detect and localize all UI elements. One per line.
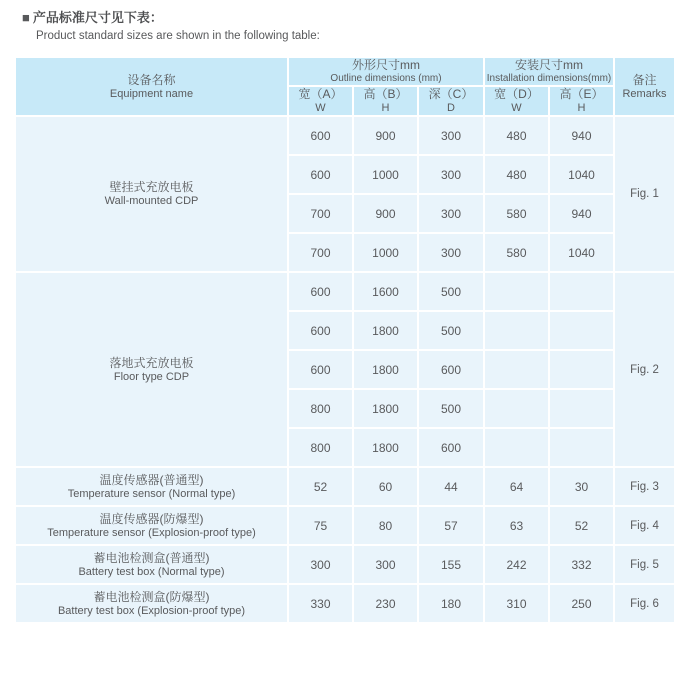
dimension-value-cell: 600	[288, 311, 353, 350]
dimension-value-cell: 1800	[353, 350, 418, 389]
dimension-value-cell: 310	[484, 584, 549, 623]
equipment-name-cell	[15, 272, 288, 467]
header-remarks-en: Remarks	[622, 87, 667, 100]
header-installation-en: Installation dimensions(mm)	[486, 73, 612, 84]
dimension-value-cell: 500	[418, 389, 484, 428]
table-body	[15, 116, 675, 623]
header-row-groups	[15, 57, 675, 86]
equipment-name-en: Wall-mounted CDP	[104, 195, 199, 207]
table-row	[15, 545, 675, 584]
dimension-value-cell: 500	[418, 311, 484, 350]
dimension-value-cell: 330	[288, 584, 353, 623]
header-installation-dimensions	[484, 57, 614, 86]
dimension-value-cell: 155	[418, 545, 484, 584]
dimension-value-cell	[549, 389, 614, 428]
header-depth-c	[418, 86, 484, 116]
dimension-value-cell: 300	[353, 545, 418, 584]
table-row	[15, 467, 675, 506]
dimension-value-cell: 900	[353, 194, 418, 233]
header-width-d-en: W	[511, 102, 522, 114]
dimension-value-cell: 242	[484, 545, 549, 584]
equipment-name-zh: 壁挂式充放电板	[109, 180, 194, 194]
equipment-name-zh: 蓄电池检测盒(普通型)	[93, 550, 210, 565]
dimension-value-cell	[484, 350, 549, 389]
equipment-name-zh: 落地式充放电板	[109, 355, 194, 370]
header-width-a-zh: 宽（A）	[298, 87, 343, 101]
dimension-value-cell: 800	[288, 428, 353, 467]
dimension-value-cell: 1040	[549, 155, 614, 194]
dimension-value-cell: 52	[288, 467, 353, 506]
dimension-value-cell: 60	[353, 467, 418, 506]
header-installation-zh: 安装尺寸mm	[515, 58, 583, 72]
section-title-zh: 产品标准尺寸见下表：	[32, 10, 163, 25]
header-width-a	[288, 86, 353, 116]
header-width-d	[484, 86, 549, 116]
header-height-e-zh: 高（E）	[559, 87, 604, 101]
dimension-value-cell: 64	[484, 467, 549, 506]
equipment-name-cell	[15, 584, 288, 623]
dimension-value-cell: 75	[288, 506, 353, 545]
dimension-value-cell: 940	[549, 116, 614, 155]
dimension-value-cell	[549, 428, 614, 467]
equipment-name-en: Temperature sensor (Normal type)	[67, 487, 236, 500]
equipment-name-cell	[15, 545, 288, 584]
dimension-value-cell: 580	[484, 194, 549, 233]
dimension-value-cell: 480	[484, 116, 549, 155]
dimension-value-cell: 900	[353, 116, 418, 155]
section-title-block	[22, 10, 688, 43]
dimension-value-cell: 480	[484, 155, 549, 194]
equipment-name-en: Temperature sensor (Explosion-proof type)	[47, 526, 256, 539]
dimension-value-cell: 1000	[353, 155, 418, 194]
header-height-b	[353, 86, 418, 116]
remark-cell: Fig. 6	[614, 584, 675, 623]
dimension-value-cell: 52	[549, 506, 614, 545]
dimension-value-cell	[549, 311, 614, 350]
dimension-value-cell: 1800	[353, 389, 418, 428]
dimension-value-cell: 230	[353, 584, 418, 623]
table-row	[15, 116, 675, 155]
section-title	[22, 10, 688, 26]
dimension-value-cell: 63	[484, 506, 549, 545]
remark-cell: Fig. 4	[614, 506, 675, 545]
table-row	[15, 506, 675, 545]
dimension-value-cell: 800	[288, 389, 353, 428]
dimension-value-cell: 600	[288, 155, 353, 194]
header-outline-dimensions	[288, 57, 484, 86]
section-title-en: Product standard sizes are shown in the following table:	[36, 30, 320, 42]
table-row	[15, 272, 675, 311]
dimension-value-cell: 1000	[353, 233, 418, 272]
header-remarks-zh: 备注	[632, 72, 657, 87]
dimension-value-cell: 300	[418, 116, 484, 155]
equipment-name-en: Battery test box (Explosion-proof type)	[57, 604, 246, 617]
dimension-value-cell: 700	[288, 233, 353, 272]
dimension-value-cell: 600	[288, 116, 353, 155]
equipment-name-en: Battery test box (Normal type)	[78, 565, 225, 578]
table-header	[15, 57, 675, 116]
dimension-value-cell: 700	[288, 194, 353, 233]
dimension-value-cell	[549, 350, 614, 389]
header-outline-zh: 外形尺寸mm	[352, 58, 420, 72]
product-size-table	[14, 56, 676, 624]
dimension-value-cell	[484, 311, 549, 350]
equipment-name-zh: 温度传感器(普通型)	[99, 472, 204, 487]
equipment-name-cell	[15, 506, 288, 545]
dimension-value-cell: 250	[549, 584, 614, 623]
header-depth-c-zh: 深（C）	[428, 87, 474, 101]
remark-cell: Fig. 5	[614, 545, 675, 584]
dimension-value-cell: 940	[549, 194, 614, 233]
header-equipment-zh: 设备名称	[127, 72, 176, 87]
table-row	[15, 584, 675, 623]
dimension-value-cell: 80	[353, 506, 418, 545]
dimension-value-cell: 300	[418, 155, 484, 194]
dimension-value-cell	[484, 272, 549, 311]
equipment-name-cell	[15, 116, 288, 272]
remark-cell: Fig. 3	[614, 467, 675, 506]
dimension-value-cell: 1800	[353, 311, 418, 350]
dimension-value-cell: 1800	[353, 428, 418, 467]
header-outline-en: Outline dimensions (mm)	[330, 73, 442, 84]
header-remarks	[614, 57, 675, 116]
dimension-value-cell: 1040	[549, 233, 614, 272]
dimension-value-cell: 600	[288, 272, 353, 311]
header-equipment-name	[15, 57, 288, 116]
dimension-value-cell: 600	[288, 350, 353, 389]
dimension-value-cell: 1600	[353, 272, 418, 311]
equipment-name-en: Floor type CDP	[113, 370, 190, 383]
dimension-value-cell: 300	[418, 233, 484, 272]
dimension-value-cell: 500	[418, 272, 484, 311]
dimension-value-cell: 300	[288, 545, 353, 584]
dimension-value-cell	[549, 272, 614, 311]
dimension-value-cell: 300	[418, 194, 484, 233]
dimension-value-cell: 600	[418, 350, 484, 389]
section-bullet-icon: ■	[22, 10, 30, 25]
header-width-d-zh: 宽（D）	[494, 87, 539, 101]
header-width-a-en: W	[315, 102, 326, 114]
equipment-name-zh: 温度传感器(防爆型)	[99, 511, 204, 526]
header-height-e-en: H	[577, 102, 586, 114]
dimension-value-cell: 30	[549, 467, 614, 506]
dimension-value-cell	[484, 389, 549, 428]
dimension-value-cell: 57	[418, 506, 484, 545]
header-height-b-zh: 高（B）	[363, 87, 408, 101]
dimension-value-cell: 600	[418, 428, 484, 467]
remark-cell: Fig. 1	[614, 116, 675, 272]
dimension-value-cell	[484, 428, 549, 467]
dimension-value-cell: 580	[484, 233, 549, 272]
dimension-value-cell: 180	[418, 584, 484, 623]
header-equipment-en: Equipment name	[109, 87, 194, 100]
equipment-name-zh: 蓄电池检测盒(防爆型)	[93, 589, 210, 604]
dimension-value-cell: 44	[418, 467, 484, 506]
equipment-name-cell	[15, 467, 288, 506]
header-height-e	[549, 86, 614, 116]
header-height-b-en: H	[381, 102, 390, 114]
remark-cell: Fig. 2	[614, 272, 675, 467]
header-depth-c-en: D	[447, 102, 455, 114]
dimension-value-cell: 332	[549, 545, 614, 584]
